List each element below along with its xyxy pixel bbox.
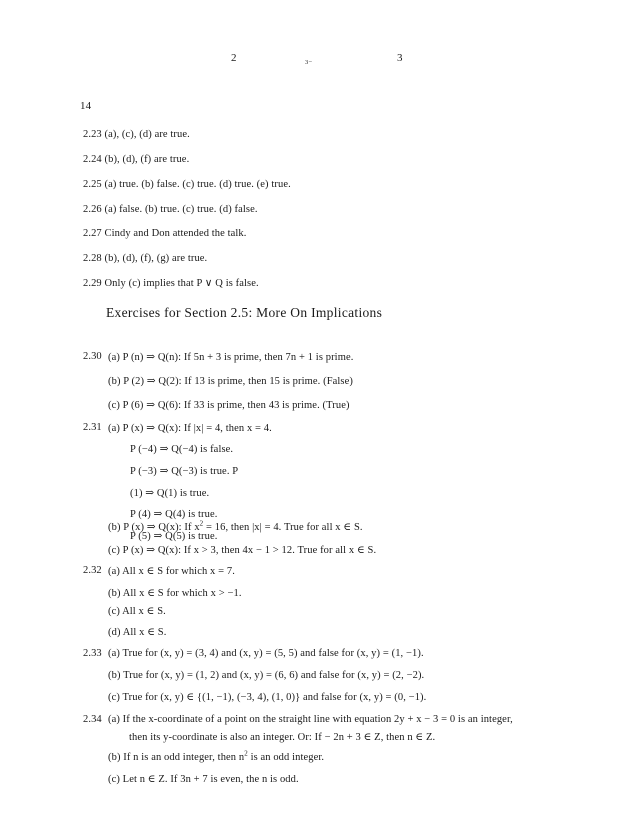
exercise-part: (a) All x ∈ S for which x = 7.	[108, 566, 235, 577]
answer-line: 2.29 Only (c) implies that P ∨ Q is false.	[83, 278, 259, 289]
answer-line: 2.26 (a) false. (b) true. (c) true. (d) false.	[83, 204, 258, 215]
exercise-part: (d) All x ∈ S.	[108, 627, 167, 638]
exercise-number: 2.31	[83, 422, 102, 433]
part-text: is an odd integer.	[247, 752, 325, 763]
exercise-number: 2.34	[83, 714, 102, 725]
part-text: (b) P (x) ⇒ Q(x): If x	[108, 522, 200, 533]
exercise-number: 2.30	[83, 351, 102, 362]
exercise-part: (c) P (x) ⇒ Q(x): If x > 3, then 4x − 1 > 12. True for all x ∈ S.	[108, 545, 377, 556]
exercise-subline: P (−3) ⇒ Q(−3) is true. P	[130, 466, 239, 477]
exercise-number: 2.32	[83, 565, 102, 576]
exercise-continuation: then its y-coordinate is also an integer. Or: If − 2n + 3 ∈ Z, then n ∈ Z.	[129, 732, 436, 743]
exercise-subline: (1) ⇒ Q(1) is true.	[130, 488, 210, 499]
answer-line: 2.25 (a) true. (b) false. (c) true. (d) true. (e) true.	[83, 179, 291, 190]
exercise-part: (a) If the x-coordinate of a point on the straight line with equation 2y + x − 3 = 0 is an integer,	[108, 714, 513, 725]
exercise-subline: P (5) ⇒ Q(5) is true.	[130, 531, 218, 542]
exercise-part: (a) P (x) ⇒ Q(x): If |x| = 4, then x = 4.	[108, 423, 272, 434]
answer-line: 2.28 (b), (d), (f), (g) are true.	[83, 253, 208, 264]
exercise-part: (b) True for (x, y) = (1, 2) and (x, y) = (6, 6) and false for (x, y) = (2, −2).	[108, 670, 425, 681]
header-left: 2	[231, 52, 237, 64]
exercise-part: (c) P (6) ⇒ Q(6): If 33 is prime, then 43 is prime. (True)	[108, 400, 350, 411]
answer-line: 2.23 (a), (c), (d) are true.	[83, 129, 190, 140]
exercise-part: (a) P (n) ⇒ Q(n): If 5n + 3 is prime, then 7n + 1 is prime.	[108, 352, 354, 363]
answer-line: 2.27 Cindy and Don attended the talk.	[83, 228, 247, 239]
exercise-part	[108, 749, 325, 763]
part-text: (b) If n is an odd integer, then n	[108, 752, 245, 763]
header-right: 3	[397, 52, 403, 64]
superscript: 2	[244, 749, 248, 758]
exercise-part: (c) All x ∈ S.	[108, 606, 166, 617]
exercise-part: (b) All x ∈ S for which x > −1.	[108, 588, 242, 599]
exercise-part: (c) Let n ∈ Z. If 3n + 7 is even, the n is odd.	[108, 774, 299, 785]
exercise-part: (b) P (2) ⇒ Q(2): If 13 is prime, then 15 is prime. (False)	[108, 376, 353, 387]
answer-line: 2.24 (b), (d), (f) are true.	[83, 154, 190, 165]
header-mid: 3−	[305, 59, 313, 66]
exercise-subline: P (−4) ⇒ Q(−4) is false.	[130, 444, 234, 455]
exercise-subline: P (4) ⇒ Q(4) is true.	[130, 509, 218, 520]
exercise-part: (a) True for (x, y) = (3, 4) and (x, y) = (5, 5) and false for (x, y) = (1, −1).	[108, 648, 424, 659]
exercise-number: 2.33	[83, 648, 102, 659]
page-number: 14	[80, 100, 92, 112]
part-text: = 16, then |x| = 4. True for all x ∈ S.	[203, 522, 363, 533]
exercise-part: (c) True for (x, y) ∈ {(1, −1), (−3, 4), (1, 0)} and false for (x, y) = (0, −1).	[108, 692, 427, 703]
exercise-part	[108, 521, 363, 533]
superscript: 2	[199, 519, 204, 528]
section-title: Exercises for Section 2.5: More On Implications	[106, 305, 383, 320]
